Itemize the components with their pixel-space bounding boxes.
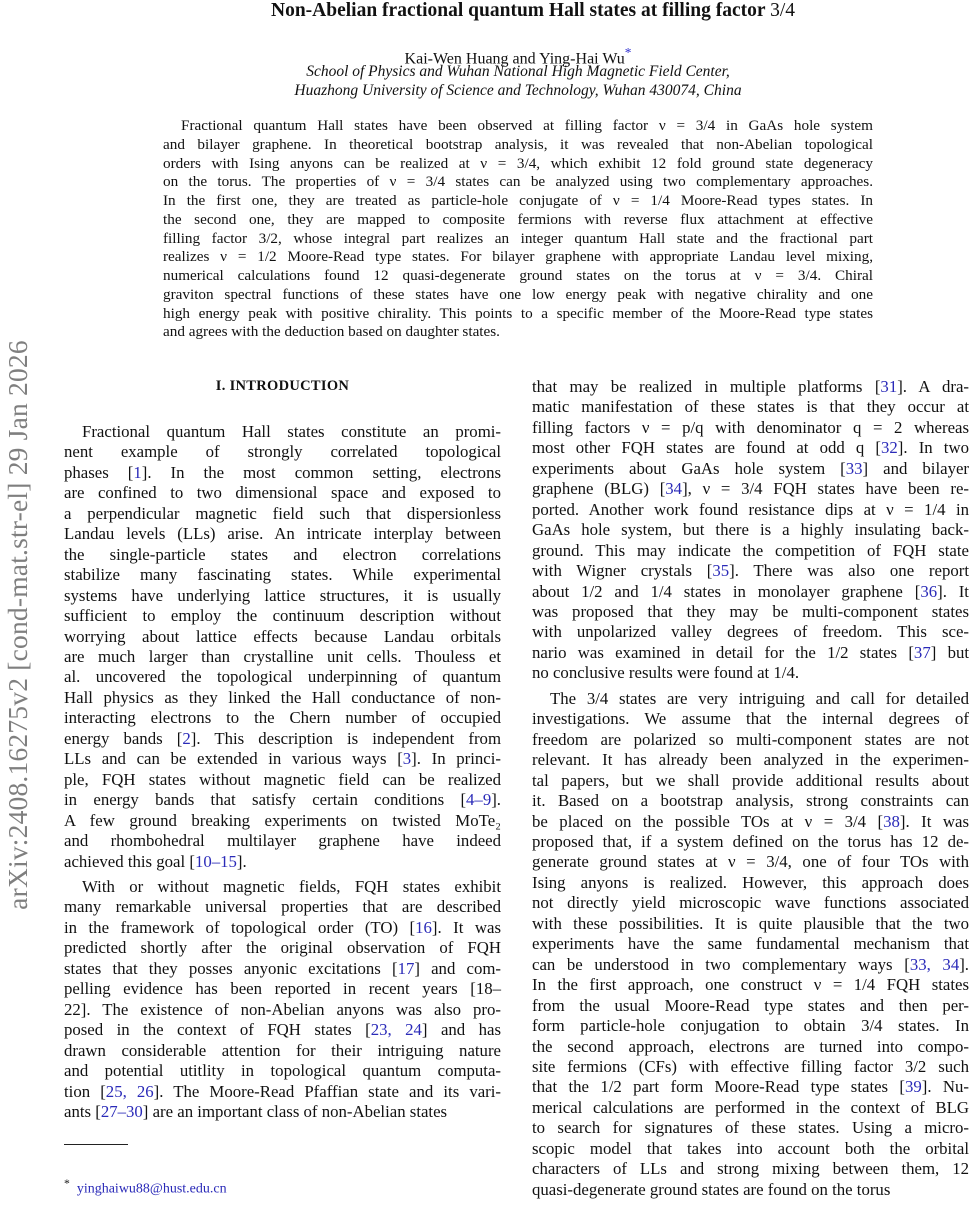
citation-link[interactable]: 32 xyxy=(881,438,898,458)
citation-link[interactable]: 35 xyxy=(712,561,730,581)
author-footnote-link[interactable]: * xyxy=(624,45,632,60)
paragraph xyxy=(532,689,969,1200)
text-line: generate ground states at ν = 3/4, one of four TOs with xyxy=(532,852,969,872)
title-text: Non-Abelian fractional quantum Hall states at filling factor xyxy=(271,0,766,21)
text-line: GaAs hole system, but there is a highly insulating back- xyxy=(532,520,969,540)
text-line: and rhombohedral multilayer graphene have indeed xyxy=(64,831,501,851)
text-line: tion [25, 26]. The Moore-Read Pfaffian state and its vari- xyxy=(64,1081,501,1101)
text-line: be placed on the possible TOs at ν = 3/4 [38]. It was xyxy=(532,811,970,831)
citation-link[interactable]: 3 xyxy=(402,749,412,769)
section-heading-introduction: I. INTRODUCTION xyxy=(215,378,350,394)
text-line: proposed that, if a system defined on the torus has 12 de- xyxy=(532,831,969,851)
text-line: nario was examined in detail for the 1/2 states [37] but xyxy=(532,642,970,662)
abstract xyxy=(163,117,873,342)
authors-text: Kai-Wen Huang and Ying-Hai Wu xyxy=(404,50,625,68)
text-line: on the torus. The properties of ν = 3/4 states can be analyzed using two complementary approaches. xyxy=(163,173,873,191)
text-line: experiments about GaAs hole system [33] and bilayer xyxy=(532,458,969,478)
text-line: 22]. The existence of non-Abelian anyons was also pro- xyxy=(64,999,501,1019)
paragraph xyxy=(64,422,501,872)
paragraph xyxy=(64,877,501,1122)
text-line: was proposed that they may be multi-component states xyxy=(532,601,969,621)
text-line: many remarkable universal properties that are described xyxy=(64,897,501,917)
text-line: posed in the context of FQH states [23, 24] and has xyxy=(64,1020,502,1040)
text-line: can be understood in two complementary ways [33, 34]. xyxy=(532,954,969,974)
text-line: high energy peak with positive chirality. This points to a specific member of the Moore-Read type states xyxy=(163,304,873,322)
arxiv-identifier-stamp: arXiv:2408.16275v2 [cond-mat.str-el] 29 Jan 2026 xyxy=(2,340,33,910)
affiliation-line: School of Physics and Wuhan National High Magnetic Field Center, xyxy=(306,63,730,80)
citation-link[interactable]: 16 xyxy=(415,917,432,937)
text-line: from the usual Moore-Read type states and then per- xyxy=(532,995,969,1015)
text-line: investigations. We assume that the internal degrees of xyxy=(532,709,969,729)
text-line: systems have underlying lattice structures, it is usually xyxy=(64,585,501,605)
text-line: graviton spectral functions of these states have one low energy peak with negative chirality and one xyxy=(163,285,873,303)
text-line: not directly yield microscopic wave functions associated xyxy=(532,893,969,913)
text-line: ground. This may indicate the competition of FQH state xyxy=(532,540,969,560)
text-line: relevant. It has already been analyzed in the experimen- xyxy=(532,750,969,770)
text-line: in the framework of topological order (TO) [16]. It was xyxy=(64,917,501,937)
citation-link[interactable]: 34 xyxy=(665,479,683,499)
citation-link[interactable]: 4–9 xyxy=(466,790,492,810)
text-line: about 1/2 and 1/4 states in monolayer graphene [36]. It xyxy=(532,581,969,601)
text-line: graphene (BLG) [34], ν = 3/4 FQH states have been re- xyxy=(532,479,969,499)
text-line: phases [1]. In the most common setting, electrons xyxy=(64,462,501,482)
paper-title xyxy=(0,0,971,22)
text-line: site fermions (CFs) with effective filling factor 3/2 such xyxy=(532,1056,969,1076)
text-line: Ising anyons is realized. However, this approach does xyxy=(532,872,969,892)
text-line: the second one, they are mapped to composite fermions with reverse flux attachment at effective xyxy=(163,210,873,228)
text-line: it. Based on a bootstrap analysis, strong constraints can xyxy=(532,791,969,811)
text-line: realizes ν = 1/2 Moore-Read type states. For bilayer graphene with appropriate Landau level mixing, xyxy=(163,248,873,266)
text-line: pelling evidence has been reported in recent years [18– xyxy=(64,979,501,999)
text-line: and potential utitlity in topological quantum computa- xyxy=(64,1061,501,1081)
text-line: stabilize many fascinating states. While experimental xyxy=(64,565,501,585)
text-line: matic manifestation of these states is that they occur at xyxy=(532,397,969,417)
text-line: ants [27–30] are an important class of non-Abelian states xyxy=(64,1101,448,1121)
citation-link[interactable]: 36 xyxy=(920,581,938,601)
text-line: tal papers, but we shall provide additional results about xyxy=(532,770,969,790)
text-line: predicted shortly after the original observation of FQH xyxy=(64,938,501,958)
text-line: orders with Ising anyons can be realized at ν = 3/4, which exhibit 12 fold ground state degeneracy xyxy=(163,154,873,172)
text-line: scopic model that takes into account both the orbital xyxy=(532,1138,969,1158)
text-line: most other FQH states are found at odd q [32]. In two xyxy=(532,438,969,458)
text-line: energy bands [2]. This description is independent from xyxy=(64,728,501,748)
text-line: sufficient to employ the continuum description without xyxy=(64,606,501,626)
citation-link[interactable]: 38 xyxy=(883,811,900,831)
text-line: the second approach, electrons are turned into compo- xyxy=(532,1036,969,1056)
text-line: states that they posses anyonic excitations [17] and com- xyxy=(64,958,501,978)
citation-link[interactable]: 33, 34 xyxy=(909,954,960,974)
text-line: and bilayer graphene. In theoretical bootstrap analysis, it was revealed that non-Abelian topological xyxy=(163,135,873,153)
text-line: Hall physics as they linked the Hall conductance of non- xyxy=(64,687,501,707)
text-line: the single-particle states and electron correlations xyxy=(64,544,501,564)
text-line: interacting electrons to the Chern number of occupied xyxy=(64,708,501,728)
text-line: are much larger than crystalline unit cells. Thouless et xyxy=(64,646,501,666)
text-line: worrying about lattice effects because Landau orbitals xyxy=(64,626,501,646)
citation-link[interactable]: 10–15 xyxy=(194,851,237,871)
text-line: In the first approach, one construct ν = 1/4 FQH states xyxy=(532,975,969,995)
affiliation-line: Huazhong University of Science and Technology, Wuhan 430074, China xyxy=(294,81,742,99)
text-line: form particle-hole conjugation to obtain 3/4 states. In xyxy=(532,1016,969,1036)
text-line: LLs and can be extended in various ways [3]. In princi- xyxy=(64,749,501,769)
text-line: With or without magnetic fields, FQH states exhibit xyxy=(82,876,501,896)
paragraph xyxy=(532,377,969,684)
affiliation xyxy=(0,63,971,100)
text-line: numerical calculations found 12 quasi-degenerate ground states on the torus at ν = 3/4. Chiral xyxy=(163,267,873,284)
text-line: characters of LLs and strong mixing between them, 12 xyxy=(532,1159,969,1179)
citation-link[interactable]: 39 xyxy=(905,1077,922,1097)
text-line: drawn considerable attention for their intriguing nature xyxy=(64,1040,501,1060)
text-line: In the first one, they are treated as particle-hole conjugate of ν = 1/4 Moore-Read types states. In xyxy=(163,192,873,209)
footnote-rule xyxy=(64,1144,128,1145)
text-line: Fractional quantum Hall states constitute an promi- xyxy=(82,422,501,441)
citation-link[interactable]: 33 xyxy=(845,458,863,478)
citation-link[interactable]: 27–30 xyxy=(100,1101,143,1121)
citation-link[interactable]: 25, 26 xyxy=(105,1081,154,1101)
text-line: that may be realized in multiple platforms [31]. A dra- xyxy=(532,377,969,396)
text-line: in energy bands that satisfy certain conditions [4–9]. xyxy=(64,790,501,810)
right-column xyxy=(532,377,969,1205)
text-line: with these possibilities. It is quite plausible that the two xyxy=(532,913,969,933)
text-line: filling factor 3/2, whose integral part realizes an integer quantum Hall state and the fractional part xyxy=(163,229,873,247)
text-line: A few ground breaking experiments on twisted MoTe₂ xyxy=(64,810,501,830)
citation-link[interactable]: 23, 24 xyxy=(370,1020,422,1040)
text-line: Landau levels (LLs) arise. An intricate interplay between xyxy=(64,524,501,544)
text-line: and agrees with the deduction based on daughter states. xyxy=(163,323,500,341)
text-line: experiments have the same fundamental mechanism that xyxy=(532,934,969,954)
text-line: freedom are polarized so multi-component states are not xyxy=(532,729,969,749)
footnote xyxy=(64,1177,227,1198)
citation-link[interactable]: 1 xyxy=(133,462,142,482)
text-line: ported. Another work found resistance dips at ν = 1/4 in xyxy=(532,499,969,519)
text-line: to search for signatures of these states. Using a micro- xyxy=(532,1118,969,1138)
text-line: merical calculations are performed in the context of BLG xyxy=(532,1097,969,1117)
text-line: with Wigner crystals [35]. There was also one report xyxy=(532,561,969,581)
text-line: nent example of strongly correlated topological xyxy=(64,442,501,462)
text-line: achieved this goal [10–15]. xyxy=(64,851,247,871)
text-line: with unpolarized valley degrees of freedom. This sce- xyxy=(532,622,969,642)
left-column xyxy=(64,422,501,1127)
citation-link[interactable]: 17 xyxy=(397,958,415,978)
text-line: a perpendicular magnetic field such that dispersionless xyxy=(64,503,501,523)
citation-link[interactable]: 2 xyxy=(182,728,191,748)
citation-link[interactable]: 31 xyxy=(880,377,898,396)
title-fraction: 3/4 xyxy=(770,0,795,21)
text-line: filling factors ν = p/q with denominator q = 2 whereas xyxy=(532,417,969,437)
footnote-mark: * xyxy=(64,1177,70,1190)
text-line: are confined to two dimensional space and exposed to xyxy=(64,483,501,503)
text-line: al. uncovered the topological underpinning of quantum xyxy=(64,667,501,687)
text-line: Fractional quantum Hall states have been observed at filling factor ν = 3/4 in GaAs hole system xyxy=(181,117,873,134)
text-line: The 3/4 states are very intriguing and call for detailed xyxy=(550,688,969,708)
author-email-link[interactable]: yinghaiwu88@hust.edu.cn xyxy=(76,1181,227,1197)
text-line: ple, FQH states without magnetic field can be realized xyxy=(64,769,501,789)
text-line: no conclusive results were found at 1/4. xyxy=(532,663,800,683)
text-line: that the 1/2 part form Moore-Read type states [39]. Nu- xyxy=(532,1077,969,1097)
citation-link[interactable]: 37 xyxy=(913,642,931,662)
text-line: quasi-degenerate ground states are found on the torus xyxy=(532,1179,891,1199)
